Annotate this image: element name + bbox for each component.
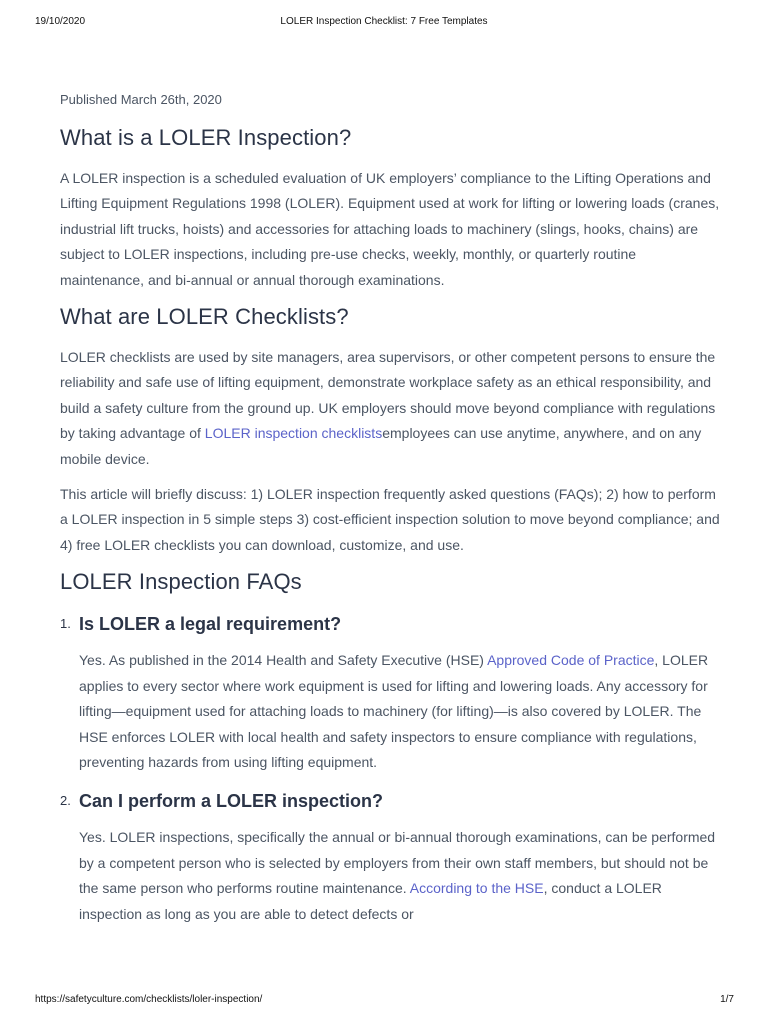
answer-text: , conduct a LOLER inspection as long as you are able to detect defects or	[79, 880, 662, 922]
faq-number: 2.	[60, 793, 71, 809]
print-header	[0, 16, 768, 32]
paragraph-article-overview: This article will briefly discuss: 1) LOLER inspection frequently asked questions (FAQs); 2) how to perform a LOLER inspection in 5 simple steps 3) cost-efficient inspection solution to move beyond compliance; and 4) free LOLER checklists you can download, customize, and use.	[60, 486, 720, 553]
approved-code-of-practice-link[interactable]: Approved Code of Practice	[487, 652, 655, 669]
print-footer	[0, 994, 768, 1008]
paragraph-text: employees can use anytime, anywhere, and on any mobile device.	[60, 425, 702, 467]
loler-inspection-checklists-link[interactable]: LOLER inspection checklists	[204, 425, 383, 442]
print-url: https://safetyculture.com/checklists/loler-inspection/	[35, 994, 263, 1005]
paragraph-what-is-loler: A LOLER inspection is a scheduled evaluation of UK employers’ compliance to the Lifting Operations and Lifting Equipment Regulations 1998 (LOLER). Equipment used at work for lifting or lowering loads (cranes, industrial lift trucks, hoists) and accessories for attaching loads to machinery (slings, hooks, chains) are subject to LOLER inspections, including pre-use checks, weekly, monthly, or quarterly routine maintenance, and bi-annual or annual thorough examinations.	[60, 170, 720, 288]
faq-question: Is LOLER a legal requirement?	[79, 614, 342, 635]
faq-item	[60, 787, 720, 927]
heading-what-is-loler: What is a LOLER Inspection?	[60, 125, 352, 150]
faq-answer	[79, 648, 720, 775]
paragraph-text: LOLER checklists are used by site managers, area supervisors, or other competent persons to ensure the reliability and safe use of lifting equipment, demonstrate workplace safety as an ethical responsibility, and build a safety culture from the ground up. UK employers should move beyond compliance with regulations by taking advantage of	[60, 349, 716, 442]
faq-number: 1.	[60, 616, 71, 632]
faq-item	[60, 610, 720, 775]
print-title: LOLER Inspection Checklist: 7 Free Templates	[280, 16, 488, 27]
answer-text: , LOLER applies to every sector where work equipment is used for lifting and lowering loads. Any accessory for lifting—equipment used for attaching loads to machinery (for lifting)—is also covered by LOLER. The HSE enforces LOLER with local health and safety inspectors to ensure compliance with regulations, preventing hazards from using lifting equipment.	[79, 652, 709, 770]
answer-text: Yes. LOLER inspections, specifically the annual or bi-annual thorough examinations, can be performed by a competent person who is selected by employers from their own staff members, but should not be the same person who performs routine maintenance.	[79, 829, 716, 897]
answer-text: Yes. As published in the 2014 Health and Safety Executive (HSE)	[79, 652, 488, 669]
faq-question: Can I perform a LOLER inspection?	[79, 791, 384, 812]
paragraph-loler-checklists	[60, 345, 720, 472]
faq-answer	[79, 825, 720, 927]
print-date: 19/10/2020	[35, 16, 86, 27]
article	[60, 90, 720, 939]
faq-list	[60, 610, 720, 927]
heading-loler-checklists: What are LOLER Checklists?	[60, 304, 349, 330]
according-to-hse-link[interactable]: According to the HSE	[409, 880, 544, 897]
published-date: Published March 26th, 2020	[60, 92, 222, 107]
page-number: 1/7	[720, 994, 734, 1005]
heading-loler-faqs: LOLER Inspection FAQs	[60, 569, 302, 595]
